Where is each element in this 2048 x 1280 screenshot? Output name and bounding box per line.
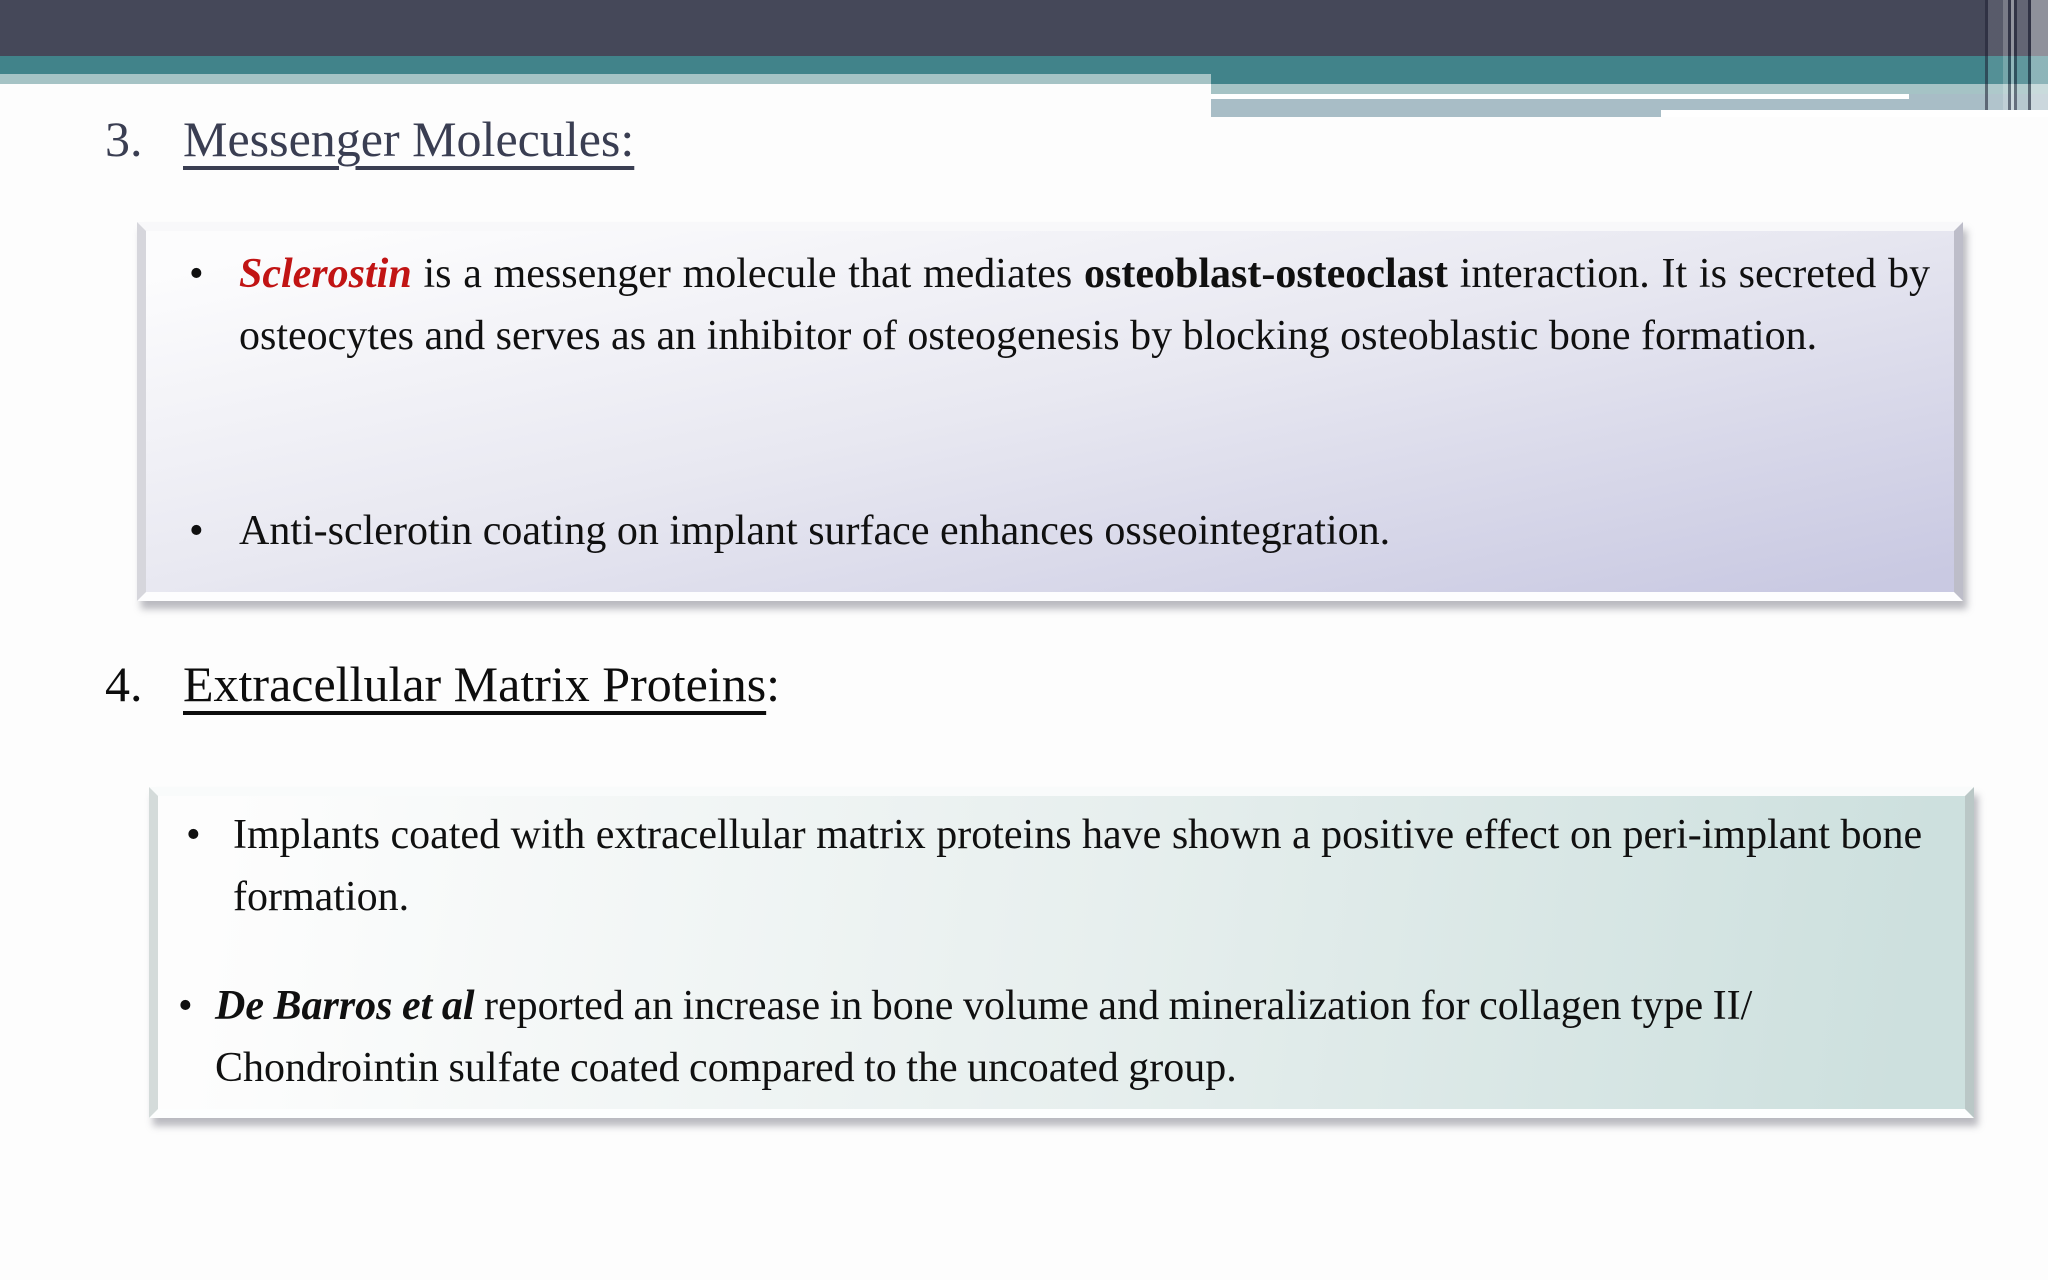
osteoblast-osteoclast-term: osteoblast-osteoclast	[1084, 251, 1448, 297]
bullet-sclerostin	[146, 243, 1942, 367]
bullet-text: De Barros et al reported an increase in bone volume and mineralization for collagen type II/ Chondrointin sulfate coated compared to the uncoated group.	[215, 983, 1753, 1091]
section-heading-3	[105, 110, 634, 168]
teal-extension-band	[1211, 56, 2048, 84]
sclerostin-term: Sclerostin	[239, 251, 412, 297]
ecm-proteins-box	[149, 787, 1974, 1118]
bullet-text: Sclerostin is a messenger molecule that mediates osteoblast-osteoclast interaction. It is secreted by osteocytes and serves as an inhibitor of osteogenesis by blocking osteoblastic bone formation.	[239, 251, 1930, 359]
bullet-text: Implants coated with extracellular matrix proteins have shown a positive effect on peri-implant bone formation.	[233, 812, 1923, 920]
heading-4-title: Extracellular Matrix Proteins:	[183, 656, 781, 712]
bullet-dot: •	[189, 251, 204, 297]
heading-3-title: Messenger Molecules:	[183, 111, 635, 167]
de-barros-citation: De Barros et al	[215, 983, 475, 1029]
section-heading-4	[105, 655, 780, 713]
bullet-anti-sclerotin	[146, 500, 1942, 562]
top-bar-dark	[0, 0, 2048, 56]
messenger-molecules-box	[137, 222, 1963, 601]
bullet-dot: •	[189, 508, 204, 554]
right-light-band	[1211, 84, 2048, 94]
heading-3-number: 3.	[105, 111, 143, 167]
bullet-dot: •	[178, 983, 193, 1029]
bullet-ecm-implants	[158, 804, 1955, 928]
bullet-text: Anti-sclerotin coating on implant surface enhances osseointegration.	[239, 508, 1391, 554]
right-band-notch	[1661, 110, 2048, 117]
right-white-line	[1211, 94, 1909, 99]
corner-stripes-decoration	[1985, 0, 2048, 110]
bullet-de-barros	[158, 975, 1955, 1099]
bullet-dot: •	[186, 812, 201, 858]
heading-4-number: 4.	[105, 656, 143, 712]
